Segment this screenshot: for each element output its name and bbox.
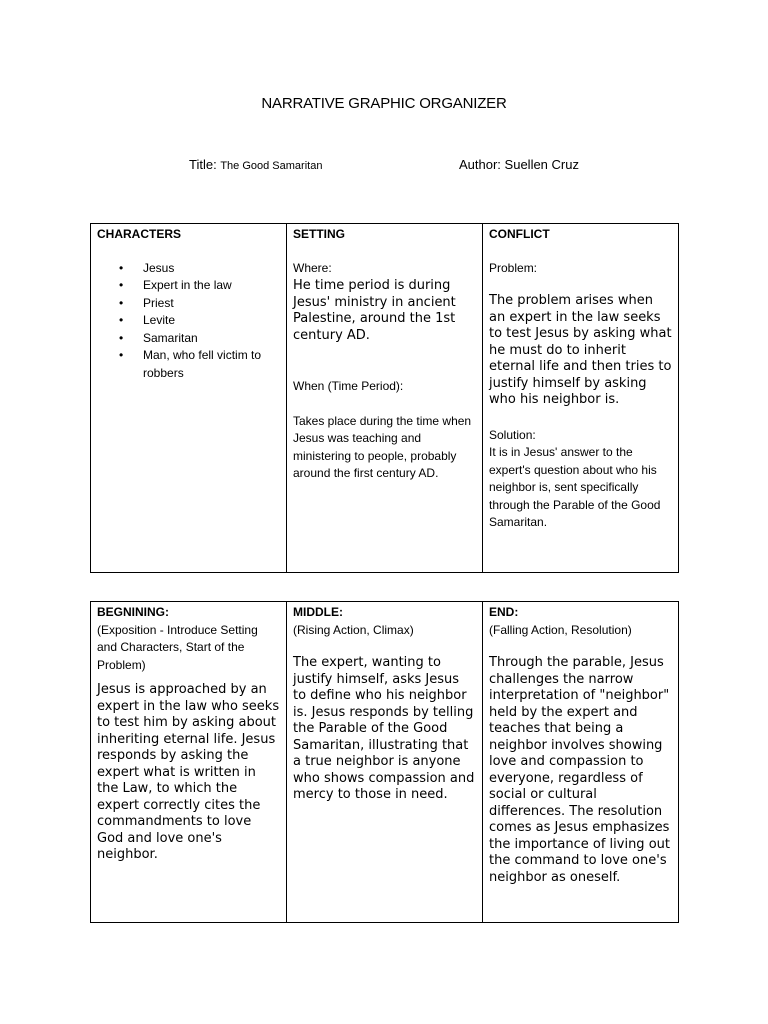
- end-heading: END:: [489, 605, 519, 619]
- solution-label: Solution:: [489, 427, 536, 442]
- bullet-icon: •: [119, 278, 124, 292]
- plot-table: [90, 601, 679, 923]
- problem-text: The problem arises when an expert in the law seeks to test Jesus by asking what he must do to inherit eternal life and then tries to justify himself by asking who his neighbor is.: [489, 293, 672, 407]
- solution-text: It is in Jesus' answer to the expert's question about who his neighbor is, sent specifically through the Parable of the Good Samaritan.: [489, 445, 661, 529]
- author-field: [459, 157, 579, 172]
- end-subtitle: (Falling Action, Resolution): [489, 622, 632, 637]
- bullet-icon: •: [119, 330, 124, 345]
- setting-heading: SETTING: [293, 227, 346, 241]
- beginning-text: Jesus is approached by an expert in the law who seeks to test him by asking about inheriting eternal life. Jesus responds by asking the expert what is written in the Law, to which the expert correctly cites the commandments to love God and love one's neighbor.: [97, 682, 280, 862]
- bullet-icon: •: [119, 295, 124, 310]
- list-item: • Samaritan: [143, 330, 280, 348]
- conflict-cell: [483, 224, 679, 573]
- bullet-icon: •: [119, 348, 124, 362]
- middle-heading: MIDDLE:: [293, 605, 343, 619]
- conflict-heading: CONFLICT: [489, 227, 550, 241]
- characters-cell: [91, 224, 287, 573]
- bullet-icon: •: [119, 260, 124, 275]
- beginning-heading: BEGNINING:: [97, 605, 169, 619]
- story-elements-table: [90, 223, 679, 573]
- where-label: Where:: [293, 260, 332, 275]
- middle-subtitle: (Rising Action, Climax): [293, 622, 414, 637]
- when-text: Takes place during the time when Jesus was teaching and ministering to people, probably around the first century AD.: [293, 413, 472, 480]
- where-text: He time period is during Jesus' ministry in ancient Palestine, around the 1st century AD.: [293, 278, 456, 343]
- end-text: Through the parable, Jesus challenges the narrow interpretation of "neighbor" held by the expert and teaches that being a neighbor involves showing love and compassion to everyone, regardless of social or cultural differences. The resolution comes as Jesus emphasizes the importance of living out the command to love one's neighbor as oneself.: [489, 655, 670, 885]
- bullet-icon: •: [119, 313, 124, 327]
- title-label: Title:: [189, 157, 217, 172]
- page-title: NARRATIVE GRAPHIC ORGANIZER: [261, 95, 507, 112]
- setting-cell: [287, 224, 483, 573]
- characters-list: [97, 260, 280, 383]
- author-label: Author:: [459, 157, 501, 172]
- list-item: • Expert in the law: [143, 277, 280, 295]
- list-item: • Levite: [143, 312, 280, 330]
- list-item: • Priest: [143, 295, 280, 313]
- title-value: The Good Samaritan: [220, 160, 323, 172]
- end-cell: [483, 602, 679, 923]
- middle-cell: [287, 602, 483, 923]
- when-label: When (Time Period):: [293, 379, 404, 393]
- beginning-cell: [91, 602, 287, 923]
- beginning-subtitle: (Exposition - Introduce Setting and Characters, Start of the Problem): [97, 622, 258, 672]
- list-item: • Jesus: [143, 260, 280, 278]
- list-item: • Man, who fell victim to robbers: [119, 348, 262, 380]
- problem-label: Problem:: [489, 260, 538, 275]
- title-field: [189, 157, 322, 172]
- author-value: Suellen Cruz: [504, 157, 579, 172]
- characters-heading: CHARACTERS: [97, 227, 181, 241]
- middle-text: The expert, wanting to justify himself, asks Jesus to define who his neighbor is. Jesus responds by telling the Parable of the Good Samaritan, illustrating that a true neighbor is anyone who shows compassion and mercy to those in need.: [293, 655, 475, 802]
